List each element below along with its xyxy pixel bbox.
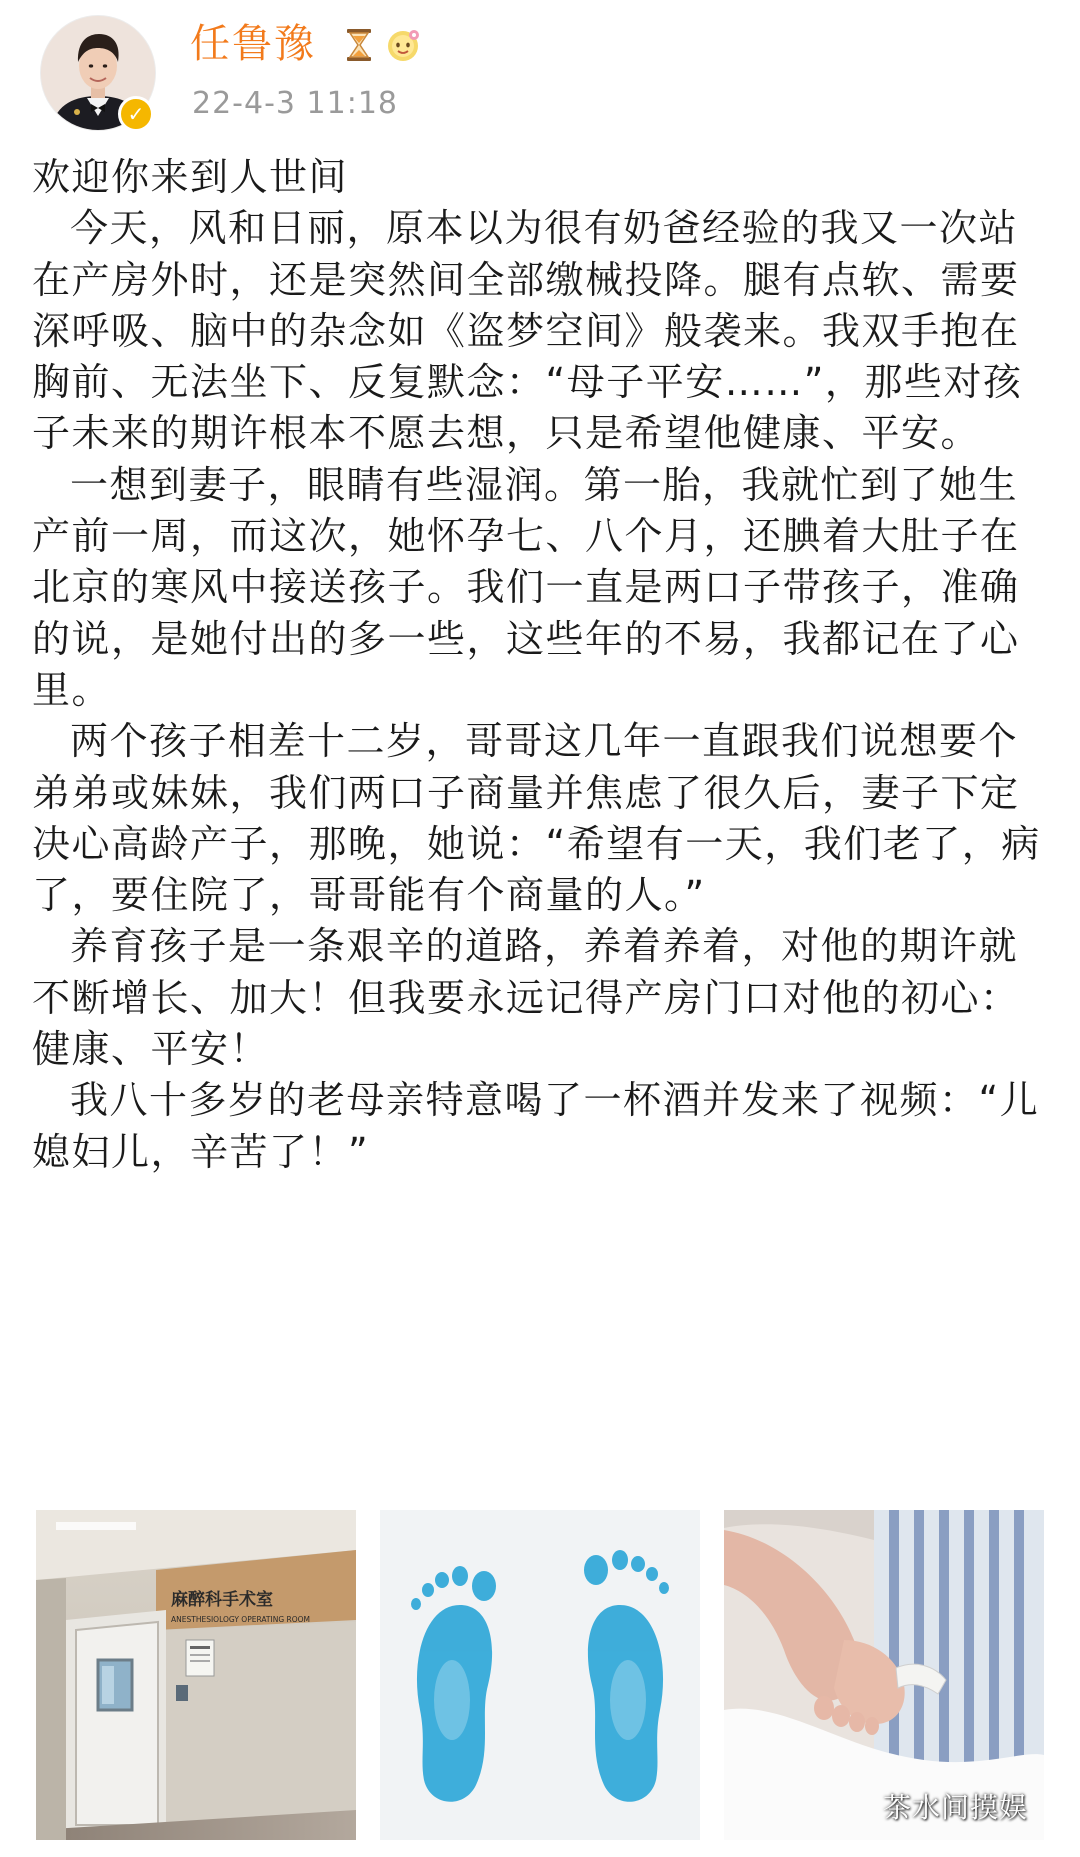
photo-footprints[interactable] [380, 1510, 700, 1840]
baby-footprints-image [380, 1510, 700, 1840]
post-paragraph: 养育孩子是一条艰辛的道路，养着养着，对他的期许就不断增长、加大！但我要永远记得产房门口对他的初心：健康、平安！ [32, 924, 1020, 1072]
watermark: 茶水间摸娱 [882, 1791, 1028, 1824]
image-gallery [36, 1510, 1044, 1840]
post-paragraph: 两个孩子相差十二岁，哥哥这几年一直跟我们说想要个弟弟或妹妹，我们两口子商量并焦虑了很久后，妻子下定决心高龄产子，那晚，她说：“希望有一天，我们老了，病了，要住院了，哥哥能有个商量的人。” [32, 719, 1041, 918]
hourglass-icon[interactable] [340, 26, 378, 64]
post-paragraph: 今天，风和日丽，原本以为很有奶爸经验的我又一次站在产房外时，还是突然间全部缴械投降。腿有点软、需要深呼吸、脑中的杂念如《盗梦空间》般袭来。我双手抱在胸前、无法坐下、反复默念：“母子平安……”，那些对孩子未来的期许根本不愿去想，只是希望他健康、平安。 [32, 206, 1023, 456]
verified-icon: ✓ [118, 96, 154, 132]
username[interactable]: 任鲁豫 [190, 21, 316, 67]
operating-room-image [36, 1510, 356, 1840]
photo-operating-room[interactable] [36, 1510, 356, 1840]
sign-text-en: ANESTHESIOLOGY OPERATING ROOM [171, 1615, 311, 1624]
sign-text-cn: 麻醉科手术室 [171, 1590, 273, 1610]
post-timestamp: 22-4-3 11:18 [192, 86, 398, 121]
post-paragraph: 我八十多岁的老母亲特意喝了一杯酒并发来了视频：“儿媳妇儿，辛苦了！” [32, 1078, 1040, 1174]
post-body [32, 152, 1052, 1178]
sun-icon[interactable] [384, 26, 422, 64]
photo-baby-feet[interactable] [724, 1510, 1044, 1840]
post-header [0, 0, 1080, 150]
post-title: 欢迎你来到人世间 [32, 155, 349, 199]
post-paragraph: 一想到妻子，眼睛有些湿润。第一胎，我就忙到了她生产前一周，而这次，她怀孕七、八个月，还腆着大肚子在北京的寒风中接送孩子。我们一直是两口子带孩子，准确的说，是她付出的多一些，这些年的不易，我都记在了心里。 [32, 462, 1020, 712]
